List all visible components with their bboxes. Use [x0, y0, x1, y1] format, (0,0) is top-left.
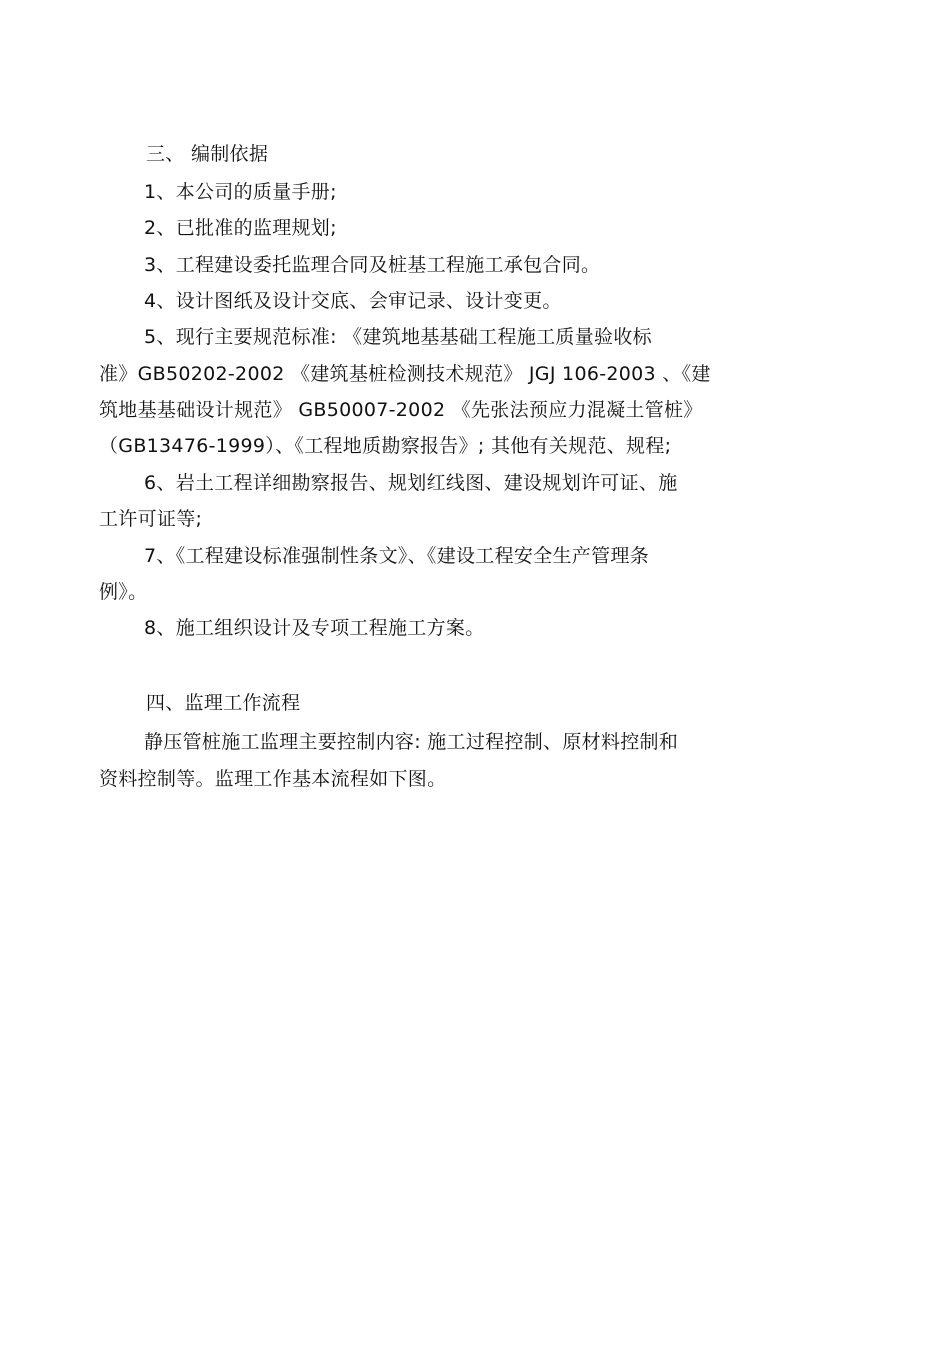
item-7-line-2: 例》。	[99, 581, 148, 603]
item-6-line-2: 工许可证等;	[99, 508, 203, 530]
item-6-line-1: 6、岩土工程详细勘察报告、规划红线图、建设规划许可证、施	[144, 472, 678, 494]
item-1: 1、本公司的质量手册;	[144, 181, 337, 203]
item-5-line-4: （GB13476-1999）、《工程地质勘察报告》; 其他有关规范、规程;	[99, 435, 672, 457]
section-4-paragraph-line-2: 资料控制等。监理工作基本流程如下图。	[99, 768, 447, 790]
item-4: 4、设计图纸及设计交底、会审记录、设计变更。	[144, 290, 562, 312]
item-8: 8、施工组织设计及专项工程施工方案。	[144, 617, 485, 639]
section-4-paragraph-line-1: 静压管桩施工监理主要控制内容: 施工过程控制、原材料控制和	[144, 731, 679, 753]
item-2: 2、已批准的监理规划;	[144, 217, 337, 239]
item-5-line-3: 筑地基基础设计规范》 GB50007-2002 《先张法预应力混凝土管桩》	[99, 399, 703, 421]
item-5-line-2: 准》GB50202-2002 《建筑基桩检测技术规范》 JGJ 106-2003 、《建	[99, 363, 711, 385]
section-3-heading: 三、 编制依据	[146, 143, 269, 165]
section-4-heading: 四、监理工作流程	[146, 692, 301, 714]
item-7-line-1: 7、《工程建设标准强制性条文》、《建设工程安全生产管理条	[144, 545, 649, 567]
item-5-line-1: 5、现行主要规范标准: 《建筑地基基础工程施工质量验收标	[144, 326, 652, 348]
item-3: 3、工程建设委托监理合同及桩基工程施工承包合同。	[144, 254, 601, 276]
